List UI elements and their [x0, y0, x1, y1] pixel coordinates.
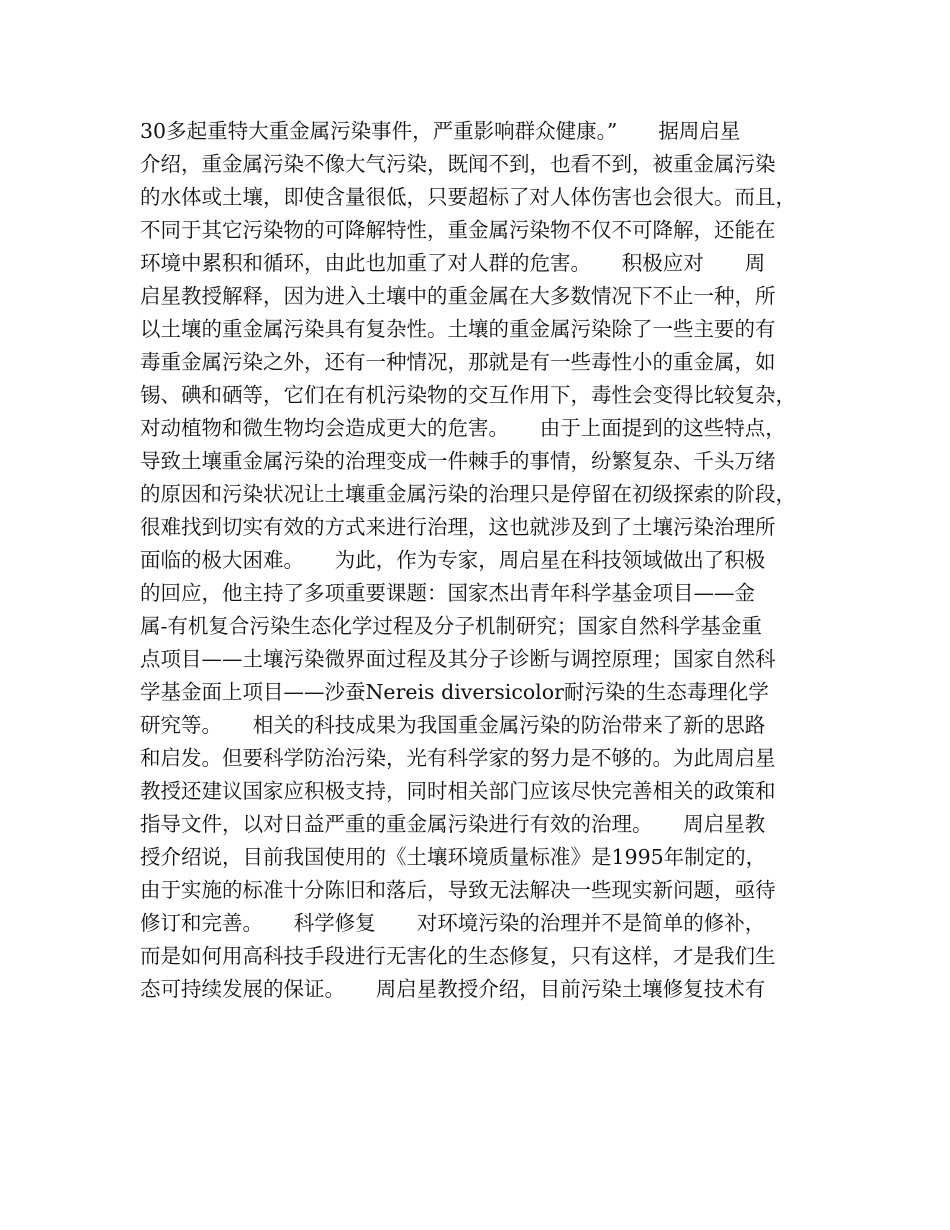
text-line: 点项目——土壤污染微界面过程及其分子诊断与调控原理；国家自然科 — [140, 647, 776, 671]
text-line: 由于实施的标准十分陈旧和落后，导致无法解决一些现实新问题，亟待 — [140, 878, 776, 902]
text-line: 属-有机复合污染生态化学过程及分子机制研究；国家自然科学基金重 — [140, 614, 762, 638]
text-line: 不同于其它污染物的可降解特性，重金属污染物不仅不可降解，还能在 — [140, 218, 776, 242]
text-line: 指导文件，以对日益严重的重金属污染进行有效的治理。 周启星教 — [140, 812, 766, 836]
text-line: 授介绍说，目前我国使用的《土壤环境质量标准》是1995年制定的， — [140, 845, 767, 869]
text-line: 和启发。但要科学防治污染，光有科学家的努力是不够的。为此周启星 — [140, 746, 776, 770]
text-line: 环境中累积和循环，由此也加重了对人群的危害。 积极应对 周 — [140, 251, 766, 275]
text-line: 研究等。 相关的科技成果为我国重金属污染的防治带来了新的思路 — [140, 713, 766, 737]
text-line: 对动植物和微生物均会造成更大的危害。 由于上面提到的这些特点， — [140, 416, 786, 440]
text-line: 很难找到切实有效的方式来进行治理，这也就涉及到了土壤污染治理所 — [140, 515, 776, 539]
text-line: 教授还建议国家应积极支持，同时相关部门应该尽快完善相关的政策和 — [140, 779, 776, 803]
text-line: 介绍，重金属污染不像大气污染，既闻不到，也看不到，被重金属污染 — [140, 152, 776, 176]
text-line: 以土壤的重金属污染具有复杂性。土壤的重金属污染除了一些主要的有 — [140, 317, 776, 341]
text-line: 的回应，他主持了多项重要课题：国家杰出青年科学基金项目——金 — [140, 581, 755, 605]
text-line: 而是如何用高科技手段进行无害化的生态修复，只有这样，才是我们生 — [140, 944, 776, 968]
text-line: 学基金面上项目——沙蚕Nereis diversicolor耐污染的生态毒理化学 — [140, 680, 769, 704]
text-line: 锡、碘和硒等，它们在有机污染物的交互作用下，毒性会变得比较复杂， — [140, 383, 796, 407]
text-line: 态可持续发展的保证。 周启星教授介绍，目前污染土壤修复技术有 — [140, 977, 766, 1001]
text-line: 的水体或土壤，即使含量很低，只要超标了对人体伤害也会很大。而且， — [140, 185, 796, 209]
text-line: 启星教授解释，因为进入土壤中的重金属在大多数情况下不止一种，所 — [140, 284, 776, 308]
text-line: 毒重金属污染之外，还有一种情况，那就是有一些毒性小的重金属，如 — [140, 350, 776, 374]
text-line: 30多起重特大重金属污染事件，严重影响群众健康。” 据周启星 — [140, 119, 741, 143]
body-text — [140, 115, 830, 1006]
text-line: 的原因和污染状况让土壤重金属污染的治理只是停留在初级探索的阶段， — [140, 482, 796, 506]
text-line: 面临的极大困难。 为此，作为专家，周启星在科技领域做出了积极 — [140, 548, 766, 572]
text-line: 修订和完善。 科学修复 对环境污染的治理并不是简单的修补， — [140, 911, 766, 935]
text-line: 导致土壤重金属污染的治理变成一件棘手的事情，纷繁复杂、千头万绪 — [140, 449, 776, 473]
